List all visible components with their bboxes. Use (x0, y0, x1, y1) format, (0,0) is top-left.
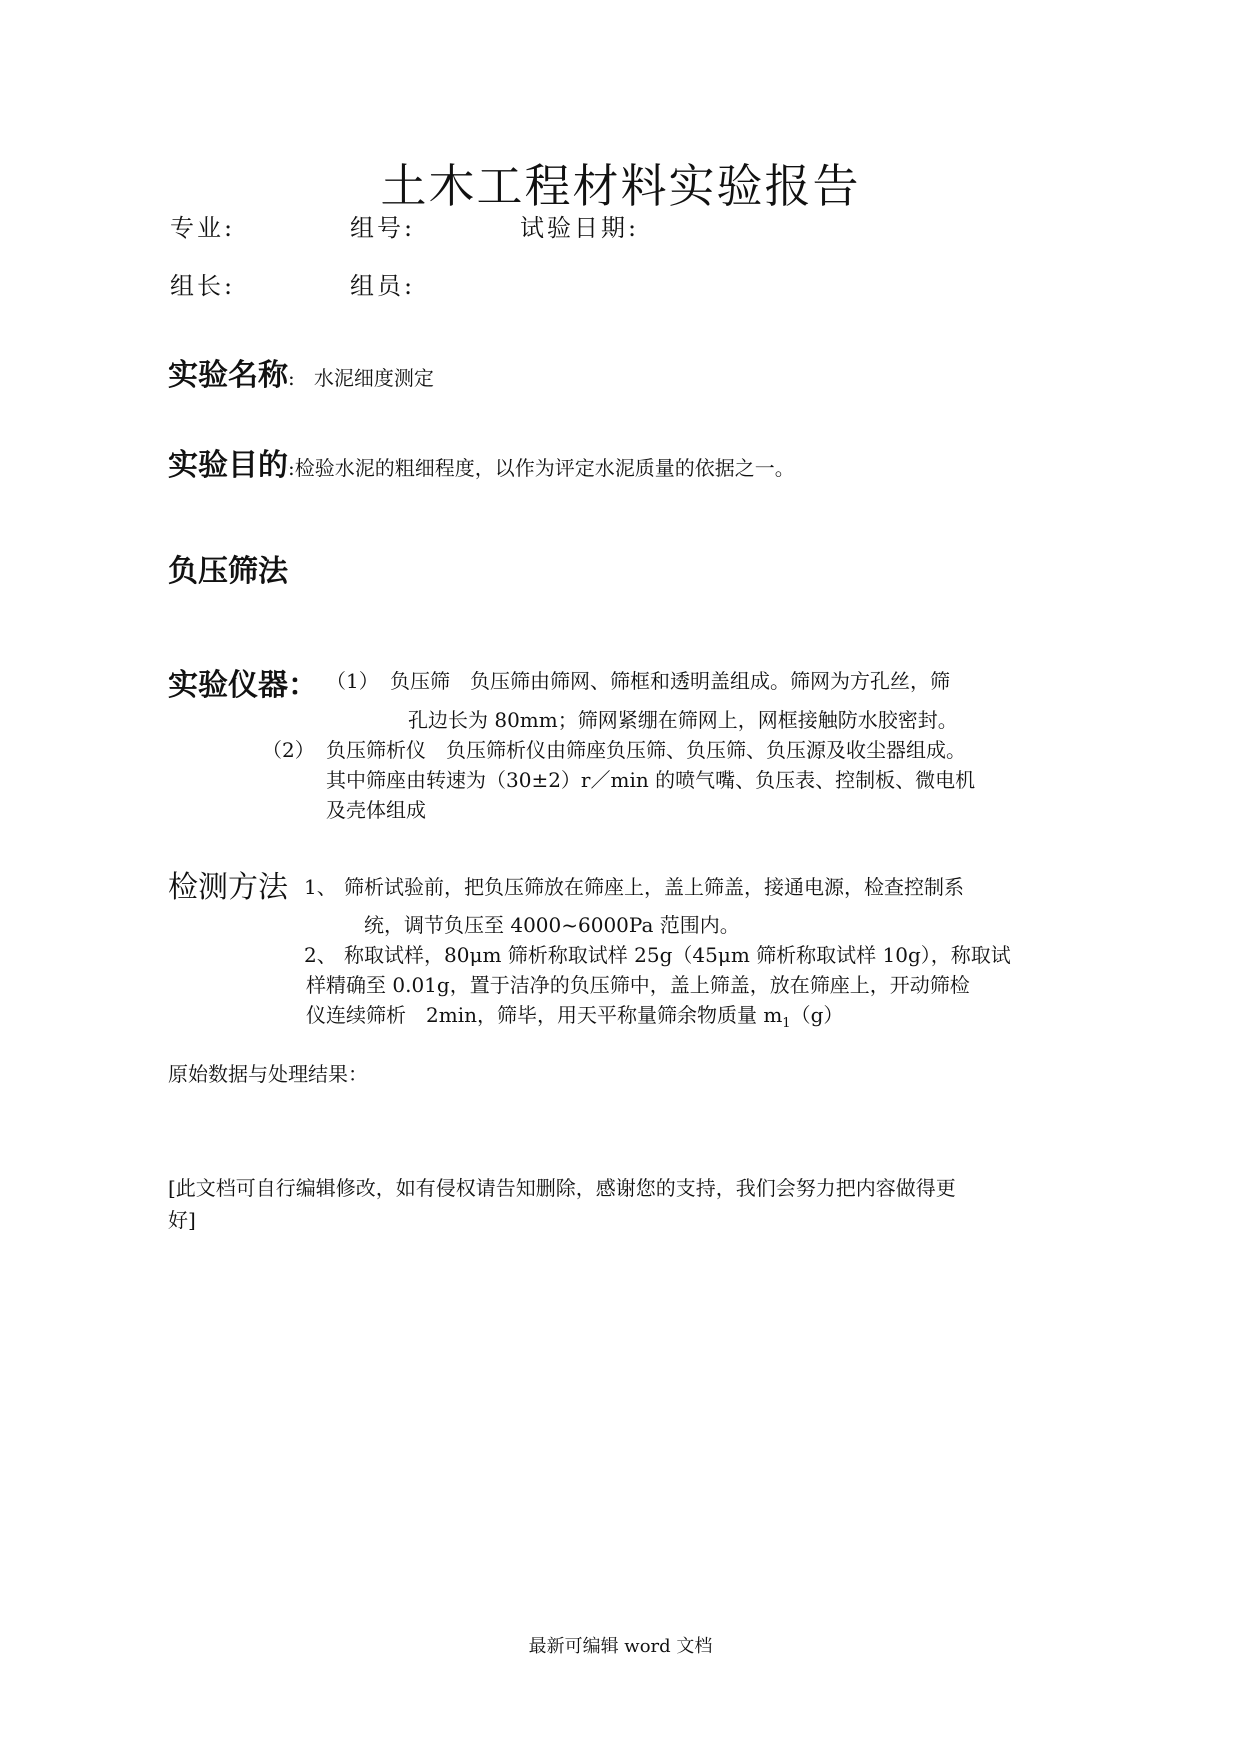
experiment-name-row (168, 350, 434, 394)
detection-step-1-number: 1、 (304, 875, 337, 899)
detection-step-1-line1: 筛析试验前，把负压筛放在筛座上，盖上筛盖，接通电源，检查控制系 (344, 875, 964, 899)
group-number-label: 组号: (350, 214, 416, 242)
instrument-2-line2: 其中筛座由转速为（30±2）r／min 的喷气嘴、负压表、控制板、微电机 (326, 768, 976, 792)
experiment-purpose-heading: 实验目的 (168, 448, 288, 483)
detection-step-2-line3-suffix: （g） (790, 1003, 844, 1027)
instrument-2-number: （2） (262, 738, 315, 762)
detection-step-2-line3 (306, 998, 843, 1041)
instrument-1-line1: 负压筛 负压筛由筛网、筛框和透明盖组成。筛网为方孔丝，筛 (390, 669, 950, 693)
notice-line-1: [此文档可自行编辑修改，如有侵权请告知删除，感谢您的支持，我们会努力把内容做得更 (168, 1176, 956, 1200)
raw-data-label: 原始数据与处理结果： (168, 1062, 368, 1086)
major-label: 专业: (170, 214, 236, 242)
experiment-name-value: 水泥细度测定 (313, 366, 434, 390)
test-date-label: 试验日期: (520, 214, 640, 242)
notice-line-2: 好] (168, 1208, 196, 1232)
experiment-purpose-sep: : (288, 456, 295, 480)
instruments-heading: 实验仪器： (168, 668, 318, 703)
instrument-1-number: （1） (326, 669, 379, 693)
detection-step-2-line3-prefix: 仪连续筛析 2min，筛毕，用天平称量筛余物质量 m (306, 1003, 783, 1027)
detection-step-2-line1: 称取试样，80μm 筛析称取试样 25g（45μm 筛析称取试样 10g），称取试 (344, 943, 1011, 967)
members-label: 组员: (350, 272, 416, 300)
method-heading: 负压筛法 (168, 554, 288, 589)
detection-step-1-line2: 统，调节负压至 4000~6000Pa 范围内。 (364, 913, 740, 937)
experiment-name-sep: : (288, 366, 295, 390)
instrument-2-line1: 负压筛析仪 负压筛析仪由筛座负压筛、负压筛、负压源及收尘器组成。 (326, 738, 966, 762)
page-title: 土木工程材料实验报告 (380, 159, 861, 213)
detection-heading: 检测方法 (168, 870, 288, 905)
leader-label: 组长: (170, 272, 236, 300)
page-footer: 最新可编辑 word 文档 (528, 1636, 713, 1657)
instrument-2-line3: 及壳体组成 (326, 798, 426, 822)
detection-step-2-line2: 样精确至 0.01g，置于洁净的负压筛中，盖上筛盖，放在筛座上，开动筛检 (306, 973, 970, 997)
instrument-1-line2: 孔边长为 80mm；筛网紧绷在筛网上，网框接触防水胶密封。 (408, 708, 958, 732)
experiment-purpose-row (168, 440, 795, 484)
detection-step-2-number: 2、 (304, 943, 337, 967)
experiment-name-heading: 实验名称 (168, 358, 288, 393)
mass-subscript: 1 (782, 1016, 791, 1031)
experiment-purpose-value: 检验水泥的粗细程度，以作为评定水泥质量的依据之一。 (294, 456, 795, 480)
